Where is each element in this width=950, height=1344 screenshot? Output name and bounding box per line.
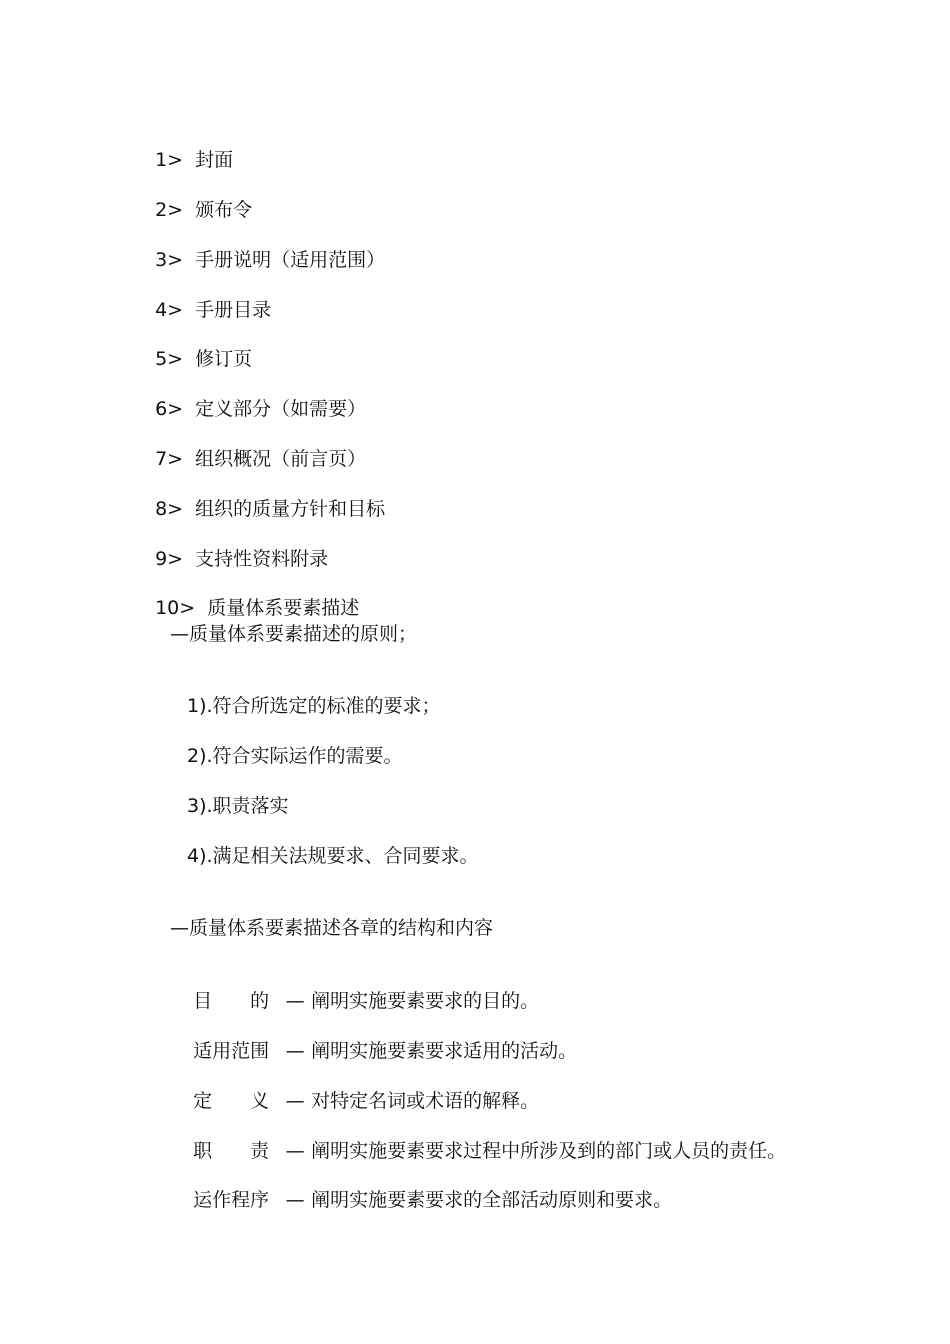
toc-item — [143, 174, 252, 222]
toc-item-number: 10> — [155, 597, 196, 619]
toc-item-number: 7> — [155, 448, 184, 470]
toc-item — [143, 323, 252, 371]
structure-item — [181, 1164, 672, 1212]
structure-term: 职 责 — [193, 1140, 270, 1162]
structure-item — [181, 1065, 539, 1113]
toc-item — [143, 224, 385, 272]
structure-desc: 对特定名词或术语的解释。 — [311, 1090, 540, 1112]
toc-item-text: 手册说明（适用范围） — [195, 249, 386, 271]
principle-item: 3).职责落实 — [187, 795, 289, 817]
toc-item-text: 支持性资料附录 — [195, 548, 329, 570]
principles-heading: —质量体系要素描述的原则； — [170, 623, 418, 645]
toc-item-text: 定义部分（如需要） — [195, 398, 367, 420]
structure-term: 目 的 — [193, 990, 270, 1012]
structure-desc: 阐明实施要素要求的目的。 — [311, 990, 540, 1012]
structure-dash: — — [285, 1090, 305, 1112]
structure-item — [181, 965, 539, 1013]
toc-item — [143, 523, 328, 571]
principle-item: 2).符合实际运作的需要。 — [187, 745, 403, 767]
toc-item-number: 3> — [155, 249, 184, 271]
toc-item-text: 手册目录 — [195, 299, 272, 321]
toc-item-number: 8> — [155, 498, 184, 520]
structure-heading: —质量体系要素描述各章的结构和内容 — [170, 917, 494, 939]
toc-item — [143, 423, 366, 471]
structure-dash: — — [285, 990, 305, 1012]
toc-item — [143, 124, 233, 172]
toc-item-number: 1> — [155, 149, 184, 171]
toc-item-number: 9> — [155, 548, 184, 570]
toc-item-text: 修订页 — [195, 348, 253, 370]
toc-item-number: 6> — [155, 398, 184, 420]
principle-item: 1).符合所选定的标准的要求； — [187, 695, 441, 717]
toc-item-text: 组织概况（前言页） — [195, 448, 367, 470]
toc-item — [143, 274, 271, 322]
structure-term: 运作程序 — [193, 1189, 270, 1211]
structure-dash: — — [285, 1189, 305, 1211]
structure-term: 定 义 — [193, 1090, 270, 1112]
principle-item: 4).满足相关法规要求、合同要求。 — [187, 845, 479, 867]
toc-item — [143, 473, 385, 521]
toc-item-text: 颁布令 — [195, 199, 253, 221]
toc-item — [143, 572, 359, 620]
toc-item-number: 4> — [155, 299, 184, 321]
toc-item — [143, 373, 366, 421]
structure-term: 适用范围 — [193, 1040, 270, 1062]
structure-item — [181, 1015, 577, 1063]
structure-item — [181, 1115, 786, 1163]
toc-item-text: 组织的质量方针和目标 — [195, 498, 386, 520]
toc-item-number: 2> — [155, 199, 184, 221]
structure-desc: 阐明实施要素要求适用的活动。 — [311, 1040, 578, 1062]
structure-dash: — — [285, 1140, 305, 1162]
toc-item-number: 5> — [155, 348, 184, 370]
toc-item-text: 封面 — [195, 149, 234, 171]
structure-desc: 阐明实施要素要求的全部活动原则和要求。 — [311, 1189, 673, 1211]
structure-dash: — — [285, 1040, 305, 1062]
structure-desc: 阐明实施要素要求过程中所涉及到的部门或人员的责任。 — [311, 1140, 787, 1162]
toc-item-text: 质量体系要素描述 — [207, 597, 360, 619]
